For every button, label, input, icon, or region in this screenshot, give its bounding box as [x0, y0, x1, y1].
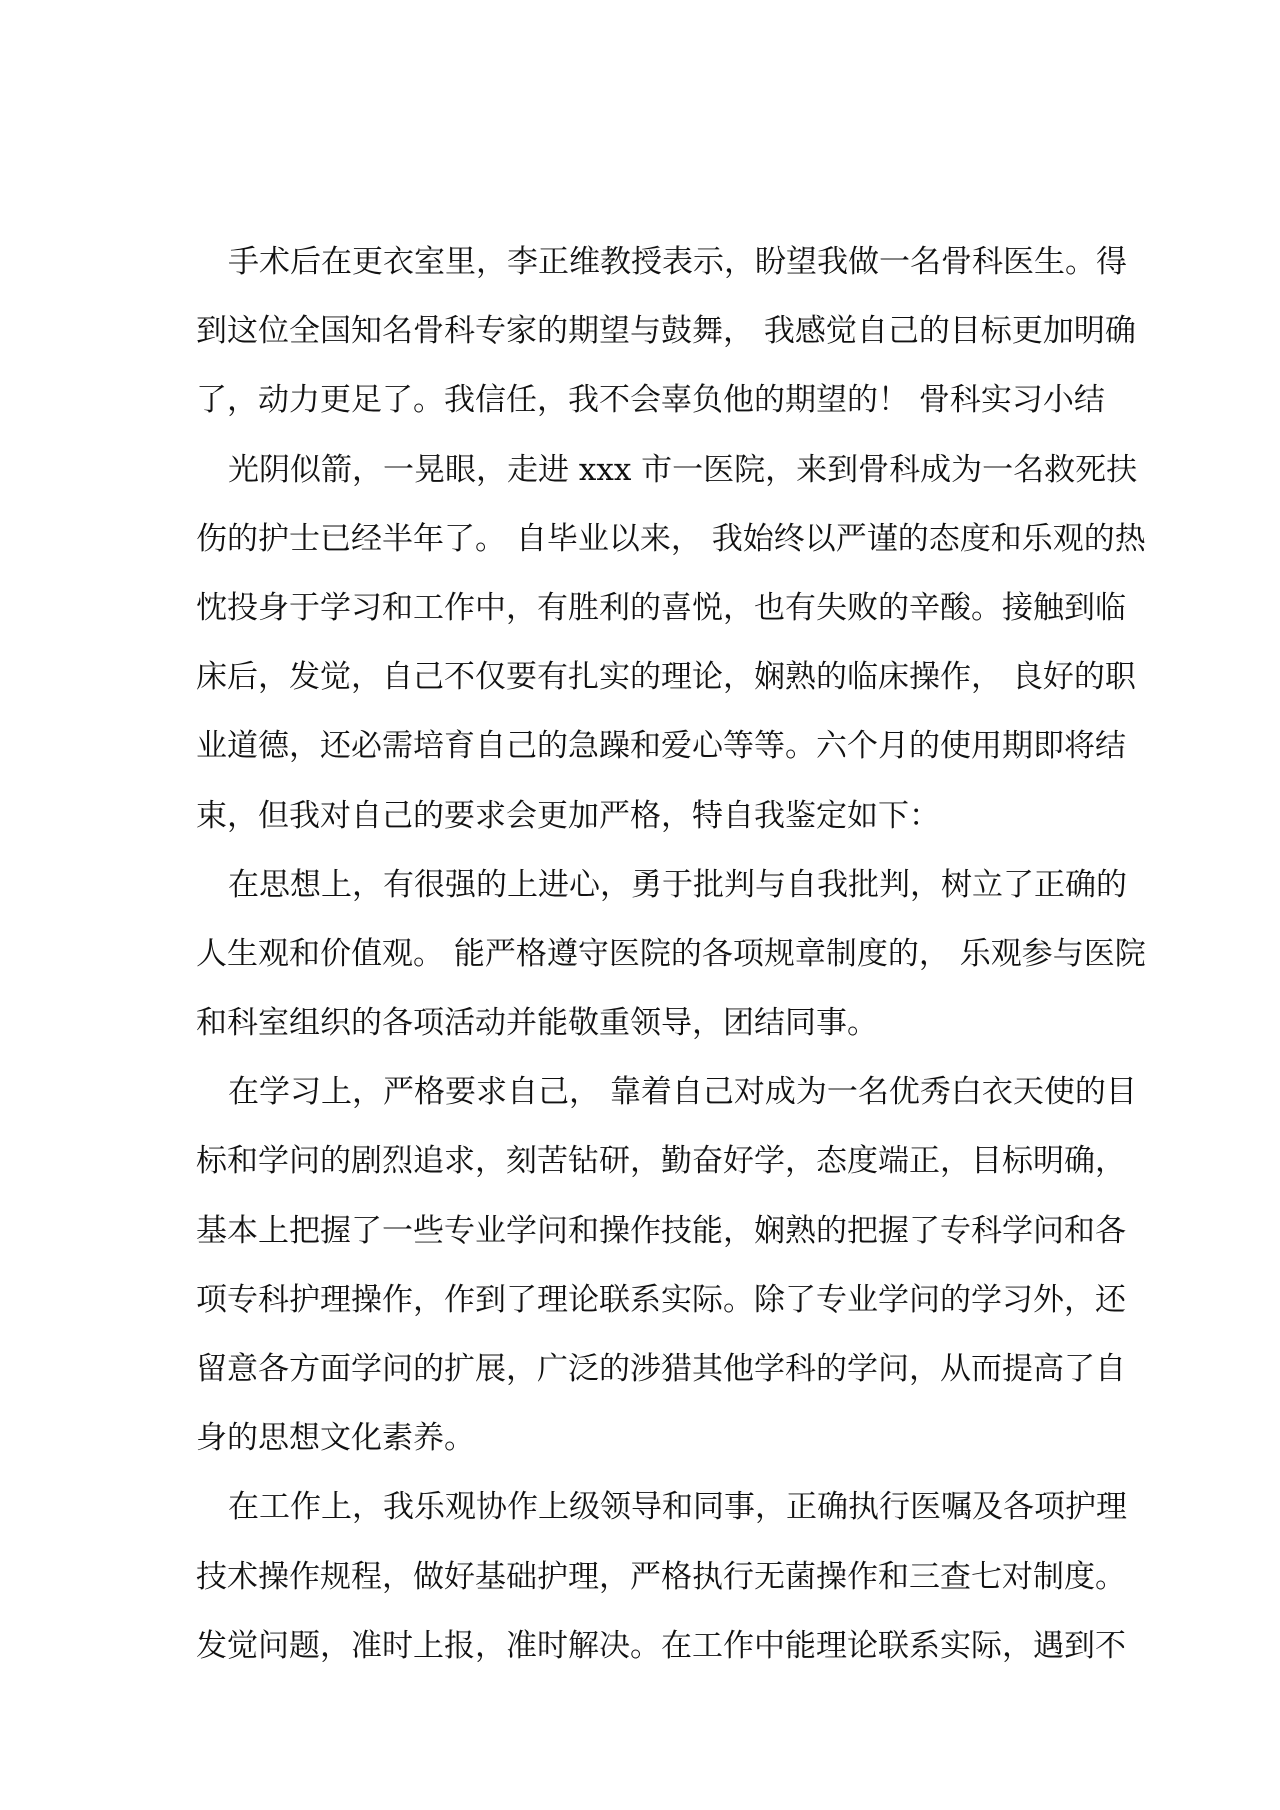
- text-line: 在学习上，严格要求自己， 靠着自己对成为一名优秀白衣天使的目: [228, 1074, 1137, 1111]
- text-line: 在思想上，有很强的上进心，勇于批判与自我批判，树立了正确的: [228, 866, 1127, 903]
- text-line: 到这位全国知名骨科专家的期望与鼓舞， 我感觉自己的目标更加明确: [196, 313, 1136, 350]
- text-line: 项专科护理操作，作到了理论联系实际。除了专业学问的学习外，还: [196, 1281, 1126, 1318]
- text-line: 发觉问题，准时上报，准时解决。在工作中能理论联系实际，遇到不: [196, 1627, 1126, 1664]
- text-line: 技术操作规程，做好基础护理，严格执行无菌操作和三查七对制度。: [196, 1558, 1126, 1595]
- text-line: 业道德，还必需培育自己的急躁和爱心等等。六个月的使用期即将结: [196, 728, 1126, 765]
- text-line: 标和学问的剧烈追求，刻苦钻研，勤奋好学，态度端正，目标明确，: [196, 1143, 1126, 1180]
- text-line: 留意各方面学问的扩展，广泛的涉猎其他学科的学问，从而提高了自: [196, 1351, 1126, 1387]
- text-line: 和科室组织的各项活动并能敬重领导，团结同事。: [196, 1005, 878, 1042]
- text-line: 身的思想文化素养。: [196, 1420, 475, 1457]
- text-line: 床后，发觉，自己不仅要有扎实的理论，娴熟的临床操作， 良好的职: [196, 659, 1136, 696]
- text-line: 手术后在更衣室里，李正维教授表示，盼望我做一名骨科医生。得: [228, 244, 1127, 280]
- text-line: 人生观和价值观。 能严格遵守医院的各项规章制度的， 乐观参与医院: [196, 935, 1146, 972]
- document-body: [196, 228, 1146, 1681]
- text-line: 伤的护士已经半年了。 自毕业以来， 我始终以严谨的态度和乐观的热: [196, 520, 1146, 557]
- text-line: 忱投身于学习和工作中，有胜利的喜悦，也有失败的辛酸。接触到临: [196, 589, 1126, 626]
- text-line: 在工作上，我乐观协作上级领导和同事，正确执行医嘱及各项护理: [228, 1489, 1127, 1526]
- text-line: 束，但我对自己的要求会更加严格，特自我鉴定如下：: [196, 797, 940, 834]
- text-line: 光阴似箭，一晃眼，走进 xxx 市一医院，来到骨科成为一名救死扶: [228, 451, 1138, 488]
- text-line: 了，动力更足了。我信任，我不会辜负他的期望的！ 骨科实习小结: [196, 382, 1105, 419]
- text-line: 基本上把握了一些专业学问和操作技能，娴熟的把握了专科学问和各: [196, 1212, 1126, 1249]
